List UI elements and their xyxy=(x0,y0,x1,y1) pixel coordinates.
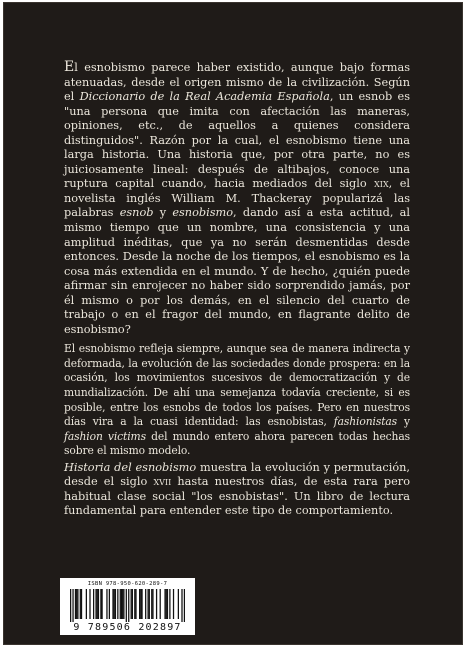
barcode-bar xyxy=(117,589,118,619)
barcode-bar xyxy=(75,589,76,619)
barcode-bar xyxy=(140,589,141,619)
barcode-bar xyxy=(147,589,148,619)
barcode-bar xyxy=(81,589,82,619)
barcode-bar xyxy=(109,589,110,619)
barcode-bar xyxy=(120,589,121,619)
barcode-bar xyxy=(101,589,102,619)
barcode-bar xyxy=(134,589,135,619)
barcode-bar xyxy=(160,589,161,619)
barcode-bar xyxy=(121,589,122,619)
barcode-bar xyxy=(128,589,129,622)
blurb-text xyxy=(64,61,410,519)
barcode-bar xyxy=(112,589,113,619)
barcode-bar xyxy=(139,589,140,619)
barcode-bar xyxy=(115,589,116,619)
barcode-bar xyxy=(122,589,123,619)
barcode-bar xyxy=(77,589,78,619)
barcode-bar xyxy=(141,589,142,619)
barcode-bar xyxy=(181,589,182,622)
barcode-bar xyxy=(95,589,96,619)
barcode-bar xyxy=(145,589,146,619)
barcode-bar xyxy=(151,589,152,619)
blurb-paragraph-2: El esnobismo refleja siempre, aunque sea de manera indirecta y deformada, la evolución de las sociedades donde prospera: en la ocasión, los movimientos sucesivos de democratización y de mundialización. De ahí una semejanza todavía creciente, si es posible, entre los esnobs de todos los países. Pero en nuestros días vira a la cuasi identidad: las esnobistas, fashionistas y fashion victims del mundo entero ahora parecen todas hechas sobre el mismo modelo. xyxy=(64,342,410,458)
barcode-bar xyxy=(80,589,81,619)
blurb-paragraph-1: El esnobismo parece haber existido, aunque bajo formas atenuadas, desde el origen mismo de la civilización. Según el Diccionario de la Real Academia Española, un esnob es "una persona que imita con afectación las maneras, opiniones, etc., de aquellos a quienes considera distinguidos". Razón por la cual, el esnobismo tiene una larga historia. Una historia que, por otra parte, no es juiciosamente lineal: después de altibajos, conoce una ruptura capital cuando, hacia mediados del siglo xix, el novelista inglés William M. Thackeray popularizá las palabras esnob y esnobismo, dando así a esta actitud, al mismo tiempo que un nombre, una consistencia y una amplitud inéditas, que ya no serán desmentidas desde entonces. Desde la noche de los tiempos, el esnobismo es la cosa más extendida en el mundo. Y de hecho, ¿quién puede afirmar sin enrojecer no haber sido sorprendido jamás, por él mismo o por los demás, en el silencio del cuarto de trabajo o en el fragor del mundo, en flagrante delito de esnobismo? xyxy=(64,59,411,336)
barcode-bar xyxy=(166,589,167,619)
barcode-bar xyxy=(131,589,132,619)
barcode-bar xyxy=(86,589,87,619)
dictionary-title: Diccionario de la Real Academia Española xyxy=(79,90,330,104)
barcode-bar xyxy=(76,589,77,619)
barcode-bar xyxy=(100,589,101,619)
barcode-bar xyxy=(106,589,107,619)
isbn-barcode xyxy=(60,578,195,635)
barcode-bar xyxy=(184,589,185,622)
century-numeral: xix xyxy=(374,177,389,191)
barcode-bar xyxy=(97,589,98,619)
barcode-bar xyxy=(135,589,136,619)
isbn-label: ISBN 978-950-620-289-7 xyxy=(87,581,168,587)
barcode-bar xyxy=(178,589,179,619)
barcode-bar xyxy=(72,589,73,622)
barcode-bar xyxy=(149,589,150,619)
barcode-bar xyxy=(93,589,94,619)
barcode-bar xyxy=(152,589,153,619)
barcode-bars xyxy=(70,589,185,622)
barcode-bar xyxy=(70,589,71,622)
century-numeral: xvii xyxy=(153,475,172,489)
barcode-bar xyxy=(126,589,127,622)
book-title: Historia del esnobismo xyxy=(64,460,197,474)
barcode-bar xyxy=(114,589,115,619)
barcode-bar xyxy=(167,589,168,619)
barcode-bar xyxy=(89,589,90,619)
barcode-bar xyxy=(123,589,124,619)
barcode-bar xyxy=(156,589,157,619)
barcode-bar xyxy=(173,589,174,619)
drop-cap: E xyxy=(64,59,75,75)
barcode-bar xyxy=(169,589,170,619)
barcode-bar xyxy=(164,589,165,619)
book-back-cover xyxy=(4,3,462,644)
barcode-bar xyxy=(98,589,99,619)
blurb-paragraph-3: Historia del esnobismo muestra la evolución y permutación, desde el siglo xvii hasta nuestros días, de esta rara pero habitual clase social "los esnobistas". Un libro de lectura fundamental para entender este tipo de comportamiento. xyxy=(64,460,411,518)
barcode-bar xyxy=(132,589,133,619)
barcode-digits: 9 789506 202897 xyxy=(73,622,182,633)
